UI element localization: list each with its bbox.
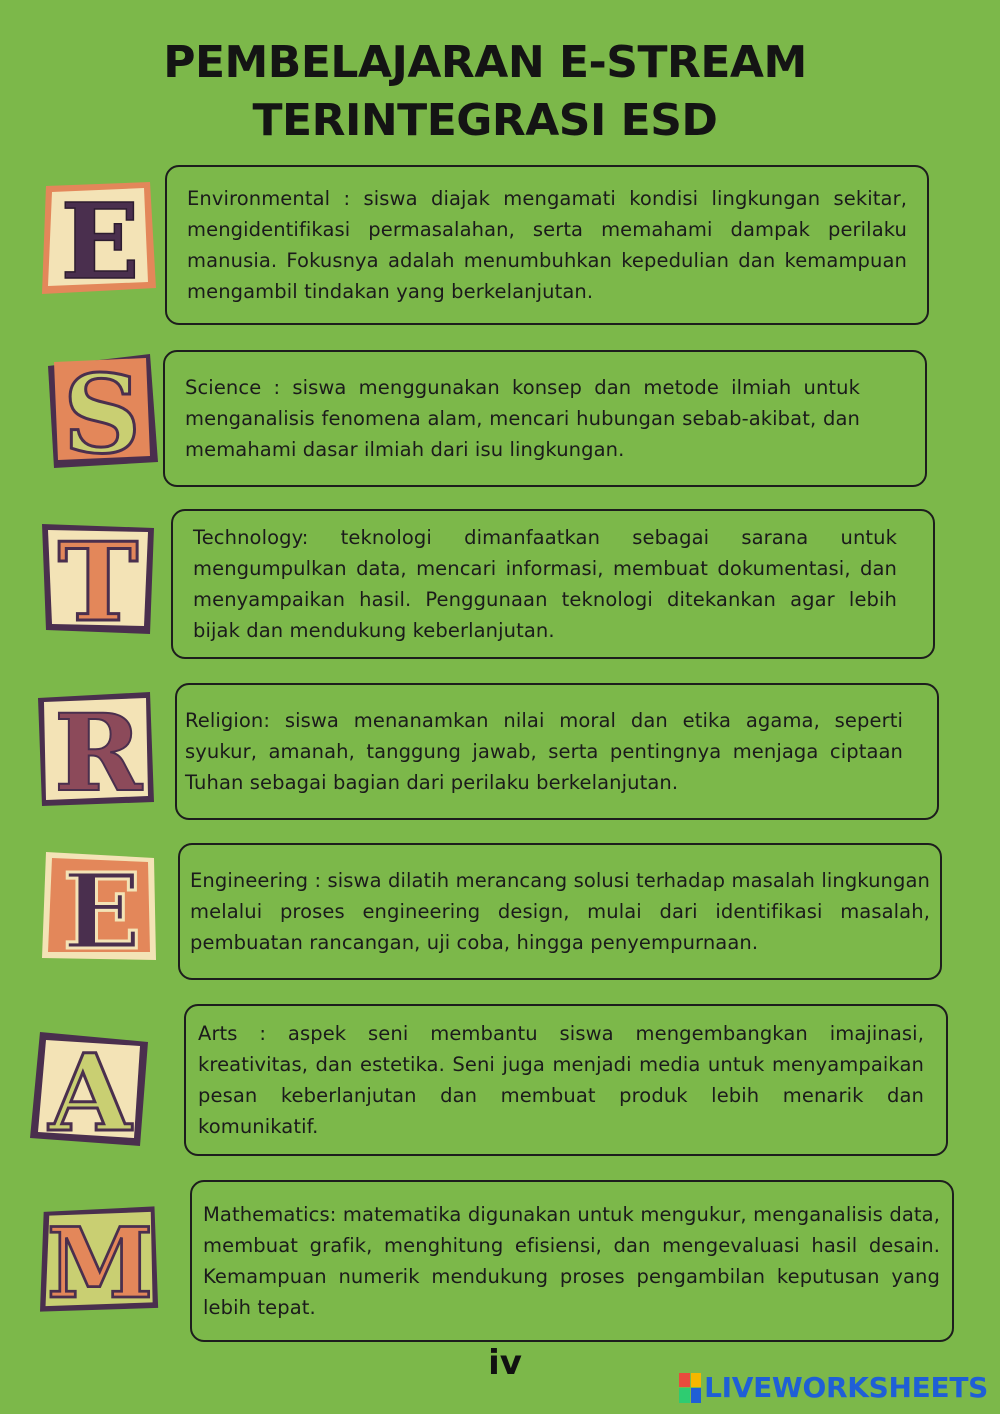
- section-text-engineering: Engineering : siswa dilatih merancang solusi terhadap masalah lingkungan melalui proses engineering design, mulai dari identifikasi masalah, pembuatan rancangan, uji coba, hingga penyempurnaan.: [190, 869, 930, 954]
- letter-tile-e-engineering: [40, 848, 160, 973]
- letter-r: R: [53, 690, 143, 815]
- letter-tile-e-environmental: [38, 180, 158, 303]
- letter-tile-s-science: [42, 352, 162, 478]
- letter-e-2: E: [62, 850, 142, 973]
- section-text-mathematics: Mathematics: matematika digunakan untuk mengukur, menganalisis data, membuat grafik, menghitung efisiensi, dan mengevaluasi hasil desain. Kemampuan numerik mendukung proses pengambilan keputusan yang lebih tepat.: [203, 1203, 940, 1319]
- section-box-arts: [184, 1004, 948, 1156]
- section-box-religion: [175, 683, 939, 820]
- letter-t: T: [57, 520, 139, 646]
- liveworksheets-logo-icon: [679, 1373, 701, 1403]
- page-number: iv: [488, 1343, 522, 1383]
- section-text-science: Science : siswa menggunakan konsep dan metode ilmiah untuk menganalisis fenomena alam, mencari hubungan sebab-akibat, dan memahami dasar ilmiah dari isu lingkungan.: [185, 376, 860, 461]
- section-box-technology: [171, 509, 935, 659]
- section-text-religion: Religion: siswa menanamkan nilai moral dan etika agama, seperti syukur, amanah, tanggung jawab, serta pentingnya menjaga ciptaan Tuhan sebagai bagian dari perilaku berkelanjutan.: [185, 709, 903, 794]
- letter-tile-t-technology: [38, 520, 158, 646]
- title-line-2: TERINTEGRASI ESD: [252, 95, 718, 146]
- liveworksheets-brand[interactable]: [679, 1371, 988, 1404]
- letter-a: A: [48, 1030, 132, 1155]
- letter-tile-r-religion: [36, 690, 156, 815]
- section-text-arts: Arts : aspek seni membantu siswa mengembangkan imajinasi, kreativitas, dan estetika. Seni juga menjadi media untuk menyampaikan pesan keberlanjutan dan membuat produk lebih menarik dan komunikatif.: [198, 1022, 924, 1138]
- title-line-1: PEMBELAJARAN E-STREAM: [163, 37, 807, 88]
- page-title: [0, 34, 970, 150]
- letter-tile-a-arts: [30, 1030, 150, 1155]
- section-box-engineering: [178, 843, 942, 980]
- letter-m: M: [46, 1206, 154, 1320]
- section-text-technology: Technology: teknologi dimanfaatkan sebagai sarana untuk mengumpulkan data, mencari informasi, membuat dokumentasi, dan menyampaikan hasil. Penggunaan teknologi ditekankan agar lebih bijak dan mendukung keberlanjutan.: [193, 526, 897, 642]
- section-text-environmental: Environmental : siswa diajak mengamati kondisi lingkungan sekitar, mengidentifikasi permasalahan, serta memahami dampak perilaku manusia. Fokusnya adalah menumbuhkan kepedulian dan kemampuan mengambil tindakan yang berkelanjutan.: [187, 187, 907, 303]
- letter-s: S: [63, 352, 141, 478]
- section-box-environmental: [165, 165, 929, 325]
- brand-name: LIVEWORKSHEETS: [704, 1371, 988, 1404]
- section-box-science: [163, 350, 927, 487]
- letter-tile-m-mathematics: [40, 1200, 160, 1318]
- section-box-mathematics: [190, 1180, 954, 1342]
- letter-e: E: [60, 180, 140, 303]
